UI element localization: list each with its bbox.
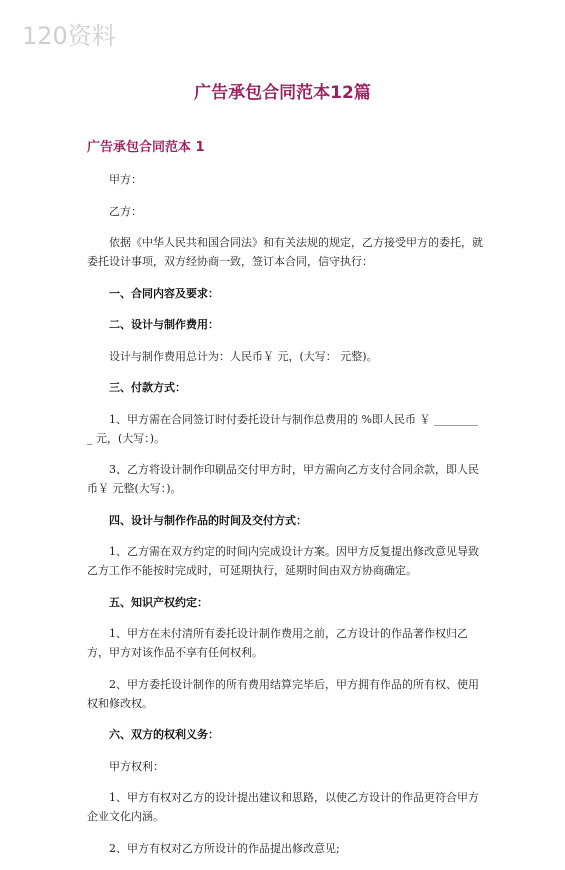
section-title: 广告承包合同范本 1	[87, 140, 205, 155]
paragraph: 依据《中华人民共和国合同法》和有关法规的规定，乙方接受甲方的委托，就委托设计事项，双方经协商一致，签订本合同，信守执行：	[87, 236, 483, 268]
clause-heading: 六、双方的权利义务：	[109, 728, 219, 741]
clause-heading: 五、知识产权约定：	[109, 595, 208, 609]
paragraph: 设计与制作费用总计为：人民币￥ 元，(大写： 元整)。	[109, 349, 378, 363]
paragraph: 2、甲方有权对乙方所设计的作品提出修改意见;	[109, 841, 340, 855]
paragraph: 1、乙方需在双方约定的时间内完成设计方案。因甲方反复提出修改意见导致乙方工作不能按时完成时，可延期执行，延期时间由双方协商确定。	[87, 545, 479, 577]
paragraph: 甲方：	[109, 173, 142, 186]
clause-heading: 一、合同内容及要求：	[109, 286, 219, 300]
clause-heading: 二、设计与制作费用：	[109, 318, 219, 331]
clause-heading: 三、付款方式：	[109, 381, 186, 394]
watermark: 120资料	[22, 22, 116, 50]
paragraph: 3、乙方将设计制作印刷品交付甲方时，甲方需向乙方支付合同余款，即人民币￥ 元整(大写：)。	[87, 463, 479, 495]
paragraph: 2、甲方委托设计制作的所有费用结算完毕后，甲方拥有作品的所有权、使用权和修改权。	[87, 677, 479, 710]
contract-body	[87, 170, 483, 870]
paragraph: 乙方：	[109, 204, 142, 218]
paragraph: 1、甲方有权对乙方的设计提出建议和思路，以使乙方设计的作品更符合甲方企业文化内涵。	[87, 791, 479, 823]
paragraph: 1、甲方在未付清所有委托设计制作费用之前，乙方设计的作品著作权归乙方，甲方对该作品不享有任何权利。	[87, 627, 468, 659]
document-title: 广告承包合同范本12篇	[194, 83, 371, 103]
paragraph: 甲方权利：	[109, 759, 164, 773]
clause-heading: 四、设计与制作作品的时间及交付方式：	[109, 513, 307, 527]
paragraph: 1、甲方需在合同签订时付委托设计与制作总费用的 %即人民币 ￥ _________ 元，(大写：)。	[87, 412, 478, 445]
